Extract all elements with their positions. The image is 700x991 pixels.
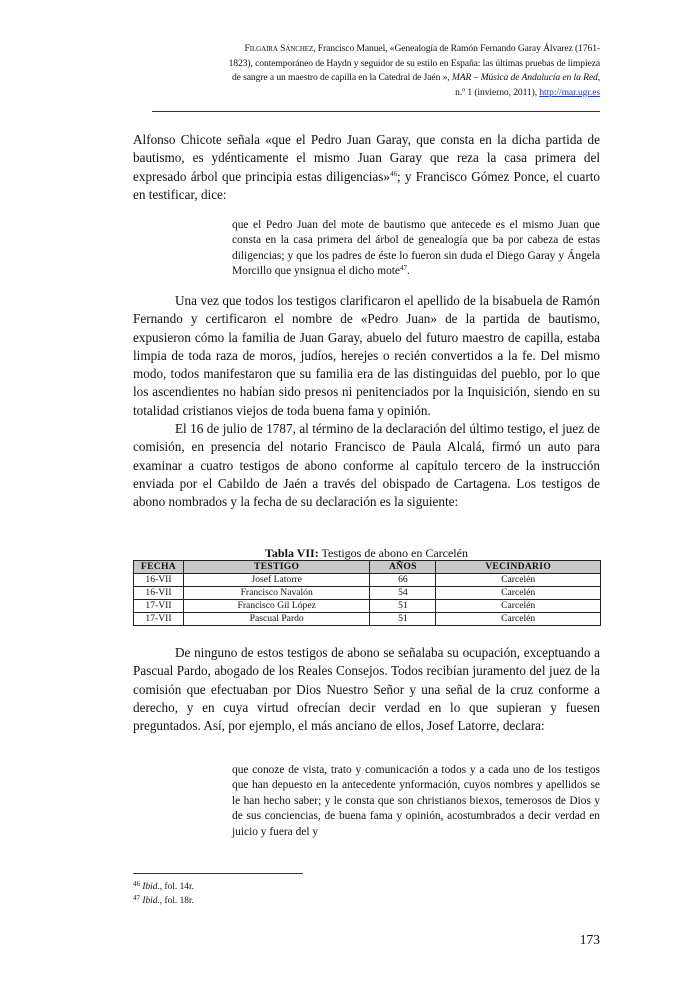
table-caption: Tabla VII: Testigos de abono en Carcelén	[265, 546, 468, 560]
header-line-4: n.º 1 (invierno, 2011), http://mar.ugr.es	[455, 86, 600, 98]
header-fecha: FECHA	[134, 561, 184, 574]
footnote-47: $^{47}$ Ibid., fol. 18r.	[133, 894, 194, 906]
header-vecindario: VECINDARIO	[436, 561, 601, 574]
footnote-divider	[133, 873, 303, 874]
block-quote-1: que el Pedro Juan del mote de bautismo que antecede es el mismo Juan que consta en la casa primera del árbol de genealogía que ba por cabeza de estas diligencias; y que los padres de éste lo fueron sin duda el Diego Garay y Ángela Morcillo que ynsignua el dicho mote$^{47}$.	[232, 219, 600, 278]
header-author: Filgaira Sánchez	[244, 43, 314, 54]
paragraph-1: Alfonso Chicote señala «que el Pedro Juan Garay, que consta en la dicha partida de bautismo, es ydénticamente el mismo Juan Garay que reza la casa primera del expresado árbol que principia estas diligencias»$^{46}$; y Francisco Gómez Ponce, el cuarto en testificar, dice:	[133, 132, 600, 202]
paragraph-4: De ninguno de estos testigos de abono se señalaba su ocupación, exceptuando a Pascual Pardo, abogado de los Reales Consejos. Todos recibían juramento del juez de la comisión que efectuaban por Dios Nuestro Señor y una señal de la cruz conforme a derecho, y en cuya virtud ofrecían decir verdad en lo que supieran y fuesen preguntados. Así, por ejemplo, el más anciano de ellos, Josef Latorre, declara:	[133, 645, 600, 734]
header-line-3: de sangre a un maestro de capilla en la Catedral de Jaén », MAR – Música de Andalucía en la Red,	[231, 72, 600, 83]
journal-link[interactable]: http://mar.ugr.es	[539, 86, 600, 98]
header-testigo: TESTIGO	[183, 561, 370, 574]
table-row: 16-VII Francisco Navalón 54 Carcelén	[134, 587, 601, 600]
page-number: 173	[579, 932, 600, 947]
table-row: 17-VII Pascual Pardo 51 Carcelén	[134, 613, 601, 626]
header-line-1: Filgaira Sánchez, Francisco Manuel, «Genealogía de Ramón Fernando Garay Álvarez (1761-	[244, 43, 600, 54]
footnote-46: $^{46}$ Ibid., fol. 14r.	[133, 880, 194, 892]
header-anos: AÑOS	[370, 561, 436, 574]
footnotes	[133, 880, 194, 908]
table-header-row	[134, 561, 601, 574]
table-row: 16-VII Josef Latorre 66 Carcelén	[134, 574, 601, 587]
footnote-ref-46[interactable]: 46	[390, 169, 397, 178]
footnote-ref-47[interactable]: 47	[399, 264, 407, 273]
header-divider	[152, 111, 600, 112]
paragraph-2: Una vez que todos los testigos clarificaron el apellido de la bisabuela de Ramón Fernando y certificaron el nombre de «Pedro Juan» de la partida de bautismo, expusieron cómo la familia de Juan Garay, abuelo del futuro maestro de capilla, estaba limpia de toda raza de moros, judíos, herejes o recién convertidos a la fe. Del mismo modo, todos manifestaron que su familia era de las distinguidas del pueblo, por lo que los ascendientes no habían sido presos ni penitenciados por la Inquisición, siendo en su totalidad cristianos viejos de toda buena fama y opinión. El 16 de julio de 1787, al término de la declaración del último testigo, el juez de comisión, en presencia del notario Francisco de Paula Alcalá, firmó un auto para examinar a cuatro testigos de abono conforme al capítulo tercero de la instrucción enviada por el Cabildo de Jaén a través del obispado de Cartagena. Los testigos de abono nombrados y la fecha de su declaración es la siguiente:	[133, 292, 600, 512]
block-quote-2: que conoze de vista, trato y comunicación a todos y a cada uno de los testigos que han depuesto en la antecedente ynformación, cuyos nombres y apellidos se le han hecho saber; y le consta que son christianos biexos, temerosos de Dios y de sus conciencias, de buena fama y opinión, acostumbrados a decir verdad en juicio y fuera del y	[232, 764, 600, 838]
journal-title: MAR – Música de Andalucía en la Red	[451, 72, 598, 83]
table-row: 17-VII Francisco Gil López 51 Carcelén	[134, 600, 601, 613]
running-header	[150, 42, 600, 100]
paragraph-3: El 16 de julio de 1787, al término de la declaración del último testigo, el juez de comisión, en presencia del notario Francisco de Paula Alcalá, firmó un auto para examinar a cuatro testigos de abono conforme al capítulo tercero de la instrucción enviada por el Cabildo de Jaén a través del obispado de Cartagena. Los testigos de abono nombrados y la fecha de su declaración es la siguiente:	[133, 421, 600, 510]
witness-table	[133, 560, 601, 626]
header-line-2: 1823), contemporáneo de Haydn y seguidor de su estilo en España: las últimas pruebas de limpieza	[228, 57, 600, 69]
